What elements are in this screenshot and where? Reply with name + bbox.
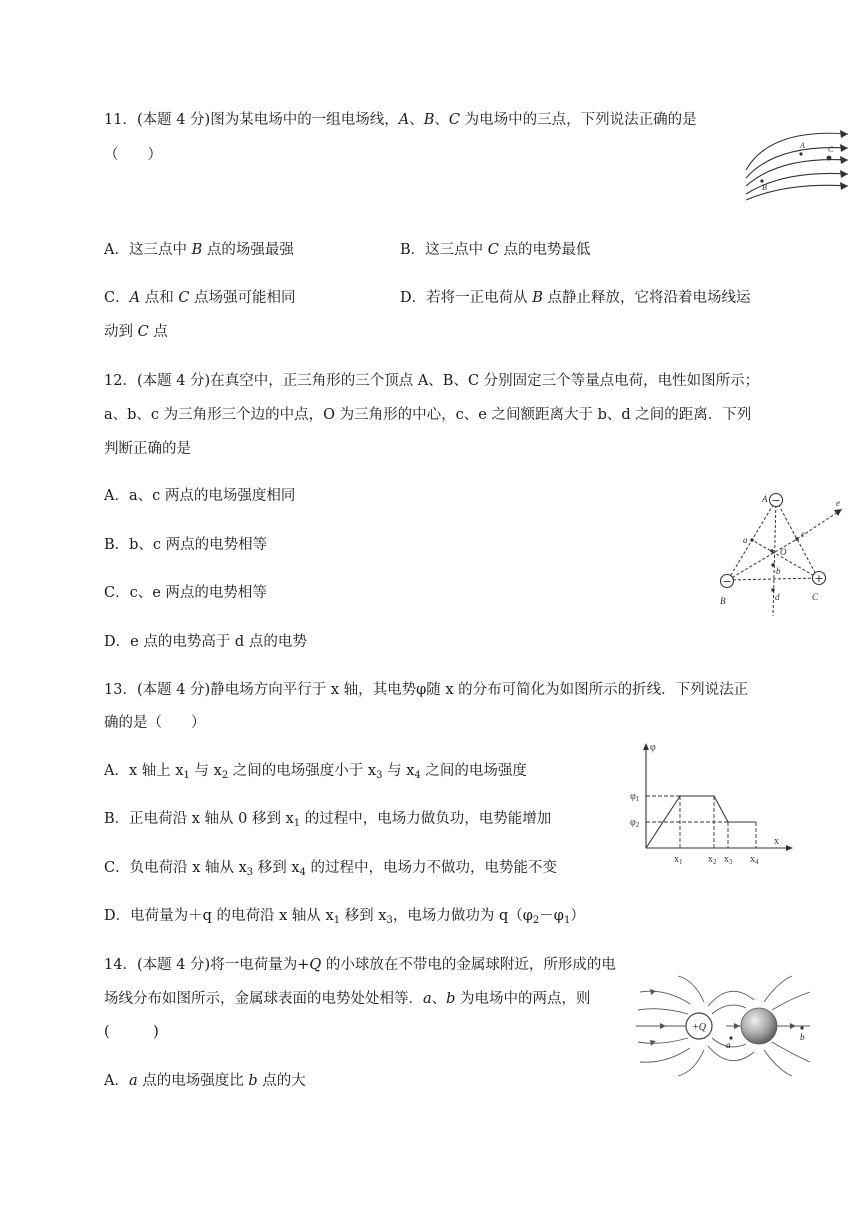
q12-option-b[interactable]: B．b、c 两点的电势相等 [104, 537, 268, 553]
svg-text:x3: $x_3$ [724, 854, 733, 866]
q13-option-d[interactable]: D．电荷量为＋q 的电荷沿 x 轴从 $x_1$ 移到 $x_3$，电场力做功为 $q(\varphi_2-\varphi_1)$ [104, 908, 585, 926]
q14-answer-paren: ( ) [104, 1024, 159, 1040]
svg-text:φ: φ [650, 742, 656, 753]
q13-option-a[interactable]: A．x 轴上 $x_1$ 与 $x_2$ 之间的电场强度小于 $x_3$ 与 $x_4$ 之间的电场强度 [104, 763, 527, 781]
q12-triangle-charges-figure [712, 488, 850, 618]
q14-stem-line-1: 14．(本题 4 分)将一电荷量为+Q 的小球放在不带电的金属球附近，所形成的电 [104, 957, 616, 973]
q13-stem-line-1: 13．(本题 4 分)静电场方向平行于 x 轴，其电势φ随 x 的分布可简化为如图所示的折线．下列说法正 [104, 682, 749, 698]
q11-answer-paren: （ ） [104, 147, 162, 163]
svg-text:−: − [771, 494, 781, 507]
svg-text:x2: $x_2$ [708, 854, 717, 866]
q14-option-a[interactable]: A．a 点的电场强度比 b 点的大 [104, 1073, 306, 1089]
q11-option-d-continued: 动到 C 点 [104, 324, 168, 340]
svg-text:A: A [800, 141, 805, 150]
svg-text:+: + [814, 572, 824, 585]
q13-option-b[interactable]: B．正电荷沿 x 轴从 0 移到 $x_1$ 的过程中，电场力做负功，电势能增加 [104, 811, 552, 829]
q14-stem-line-2: 场线分布如图所示，金属球表面的电势处处相等．a、b 为电场中的两点，则 [104, 991, 591, 1007]
q11-field-lines-figure [740, 120, 852, 202]
svg-text:B: B [762, 183, 767, 192]
svg-text:A: A [762, 494, 768, 504]
svg-text:+Q: +Q [692, 1022, 706, 1033]
svg-text:φ2: $\varphi_2$ [630, 817, 640, 829]
svg-text:d: d [775, 592, 780, 602]
q13-potential-graph [624, 740, 796, 868]
q11-stem: 11．(本题 4 分)图为某电场中的一组电场线，A、B、C 为电场中的三点，下列说法正确的是 [104, 112, 697, 128]
svg-text:−: − [722, 575, 732, 588]
svg-text:a: a [726, 1040, 731, 1050]
svg-text:a: a [743, 535, 748, 545]
q12-stem-line-2: a、b、c 为三角形三个边的中点，O 为三角形的中心，c、e 之间额距离大于 b、d 之间的距离．下列 [104, 407, 752, 423]
svg-text:c: c [801, 529, 805, 539]
svg-text:O: O [780, 547, 787, 557]
q12-option-c[interactable]: C．c、e 两点的电势相等 [104, 585, 267, 601]
svg-text:x4: $x_4$ [750, 854, 759, 866]
q11-option-c[interactable]: C．A 点和 C 点场强可能相同 [104, 290, 296, 306]
svg-text:b: b [800, 1032, 805, 1042]
q11-option-d[interactable]: D．若将一正电荷从 B 点静止释放，它将沿着电场线运 [400, 290, 751, 306]
svg-text:B: B [720, 596, 726, 606]
q12-stem-line-3: 判断正确的是 [104, 441, 191, 457]
svg-text:x: x [774, 836, 779, 847]
q12-stem-line-1: 12．(本题 4 分)在真空中，正三角形的三个顶点 A、B、C 分别固定三个等量点电荷，电性如图所示； [104, 373, 760, 389]
svg-text:e: e [836, 498, 840, 508]
q13-stem-line-2: 确的是（ ） [104, 715, 206, 731]
svg-text:x1: $x_1$ [674, 854, 683, 866]
svg-text:b: b [776, 566, 781, 576]
svg-text:C: C [812, 592, 819, 602]
svg-text:C: C [828, 145, 834, 154]
q11-option-b[interactable]: B．这三点中 C 点的电势最低 [400, 242, 591, 258]
q11-option-a[interactable]: A．这三点中 B 点的场强最强 [104, 242, 294, 258]
q13-option-c[interactable]: C．负电荷沿 x 轴从 $x_3$ 移到 $x_4$ 的过程中，电场力不做功，电势能不变 [104, 860, 558, 878]
svg-text:φ1: $\varphi_1$ [630, 791, 640, 803]
q12-option-d[interactable]: D．e 点的电势高于 d 点的电势 [104, 634, 307, 650]
q12-option-a[interactable]: A．a、c 两点的电场强度相同 [104, 488, 296, 504]
q14-charge-metal-sphere-figure [636, 974, 812, 1078]
